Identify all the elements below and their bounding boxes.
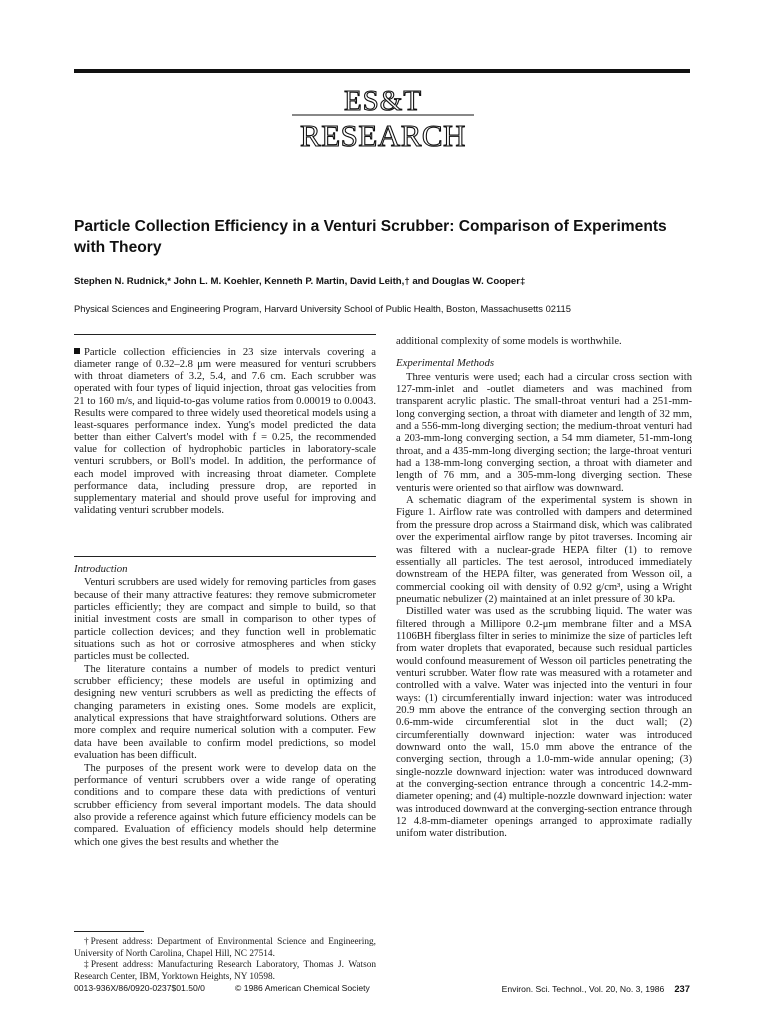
square-bullet-icon xyxy=(74,348,80,354)
footnote-2: ‡Present address: Manufacturing Research Laboratory, Thomas J. Watson Research Center, IBM, Yorktown Heights, NY 10598. xyxy=(74,960,376,982)
top-rule xyxy=(74,69,690,73)
introduction-heading: Introduction xyxy=(74,563,128,575)
page-number: 237 xyxy=(674,983,690,994)
methods-paragraph-2: A schematic diagram of the experimental system is shown in Figure 1. Airflow rate was controlled with dampers and determined from the pressure drop across a Stairmand disk, which was calibrated over the experimental airflow range by pitot traverses. Incoming air was filtered with a nuclear-grade HEPA filter (1) to remove essentially all particles. The test aerosol, introduced immediately downstream of the HEPA filter, was generated from Wesson oil, a commercial cooking oil with density of 0.92 g/cm³, using a Wright pneumatic nebulizer (2) maintained at an inlet pressure of 30 kPa. xyxy=(396,495,692,605)
journal-logo xyxy=(290,82,476,150)
est-research-logo-icon xyxy=(290,82,476,150)
abstract-top-rule xyxy=(74,334,376,335)
footnote-rule xyxy=(74,931,144,932)
intro-paragraph-1: Venturi scrubbers are used widely for removing particles from gases because of their many attractive features: they remove submicrometer particles efficiently; they are compact and simple to build, so that initial investment costs are small in comparison to other types of particle collection devices; and they function well in problematic situations such as hot or corrosive atmospheres and when sticky particles must be collected. xyxy=(74,577,376,663)
article-title: Particle Collection Efficiency in a Venturi Scrubber: Comparison of Experiments with Theory xyxy=(74,218,667,256)
footnotes xyxy=(74,937,376,983)
page-footer xyxy=(74,983,690,997)
right-column xyxy=(396,336,692,841)
logo-line-1: ES&T xyxy=(343,85,423,117)
footnote-1: †Present address: Department of Environmental Science and Engineering, University of North Carolina, Chapel Hill, NC 27514. xyxy=(74,937,376,959)
introduction-section xyxy=(74,563,376,849)
author-list: Stephen N. Rudnick,* John L. M. Koehler, Kenneth P. Martin, David Leith,† and Douglas W. Cooper‡ xyxy=(74,276,526,287)
intro-paragraph-3: The purposes of the present work were to develop data on the performance of venturi scrubbers over a wide range of operating conditions and to compare these data with predictions of venturi scrubber efficiency from several important models. The data should also provide a reference against which future efficiency models can be compared. Evaluation of efficiency models should help determine which one gives the best results and whether the xyxy=(74,762,376,848)
continued-text: additional complexity of some models is worthwhile. xyxy=(396,336,622,347)
abstract xyxy=(74,347,376,517)
methods-paragraph-1: Three venturis were used; each had a circular cross section with 127-mm-inlet and -outlet diameters and was machined from transparent acrylic plastic. The small-throat venturi had a 251-mm-long converging section, a throat with diameter and length of 32 mm, and a 556-mm-long diverging section; the medium-throat venturi had a 203-mm-long converging section, a 54 mm diameter, 51-mm-long throat, and a 435-mm-long diverging section; the large-throat venturi had a 138-mm-long converging section, a throat with diameter and length of 76 mm, and a 305-mm-long diverging section. These venturis were oriented so that airflow was downward. xyxy=(396,371,692,494)
abstract-text: Particle collection efficiencies in 23 size intervals covering a diameter range of 0.32–2.8 μm were measured for venturi scrubbers with throat diameters of 3.2, 5.4, and 7.6 cm. Each scrubber was operated with four types of liquid injection, throat gas velocities from 21 to 160 m/s, and liquid-to-gas volume ratios from 0.00019 to 0.0043. Results were compared to three widely used theoretical models using a least-squares performance index. Yung's model predicted the data better than either Calvert's model with f = 0.25, the recommended value for collection of hydrophobic particles in laboratory-scale venturi scrubbers, or Boll's model. In addition, the performance of each model improved with increasing throat diameter. Complete performance data, including pressure drop, are reported in supplementary material and should prove useful for improving and validating venturi scrubber models. xyxy=(74,347,376,517)
citation-text: Environ. Sci. Technol., Vol. 20, No. 3, 1986 xyxy=(501,984,665,994)
footer-citation xyxy=(502,983,690,994)
abstract-bottom-rule xyxy=(74,556,376,557)
methods-paragraph-3: Distilled water was used as the scrubbing liquid. The water was filtered through a Millipore 0.2-μm membrane filter and a MSA 1106BH fiberglass filter in series to minimize the size of particles left from water droplets that evaporated, because such residual particles would confound measurement of Wesson oil particles penetrating the venturi scrubber. Water flow rate was measured with a rotameter and controlled with a valve. Water was injected into the venturi in four ways: (1) circumferentially inward injection: water was introduced 20.9 mm above the entrance of the converging section through an 0.6-mm-wide circumferential slot in the duct wall; (2) circumferentially downward injection: water was introduced downward onto the wall, 15.0 mm above the entrance of the converging section, through a 1.0-mm-wide annular opening; (3) single-nozzle downward injection: water was introduced downward at the converging-section entrance through a concentric 14.2-mm-diameter opening; and (4) multiple-nozzle downward injection: water was introduced downward at the converging-section entrance through 12 4.8-mm-diameter openings arranged to approximate radially unifom water distribution. xyxy=(396,606,692,840)
logo-line-2: RESEARCH xyxy=(300,118,466,150)
footer-code: 0013-936X/86/0920-0237$01.50/0 xyxy=(74,983,205,993)
footer-copyright: © 1986 American Chemical Society xyxy=(235,983,370,993)
intro-paragraph-2: The literature contains a number of models to predict venturi scrubber efficiency; these models are useful in optimizing and designing new venturi scrubbers as well as predicting the effects of changing parameters in existing ones. Some models are explicit, analytical expressions that have straightforward solutions. Others are more complex and require numerical solution with a computer. Few data have been available to confirm model predictions, so model evaluation has been difficult. xyxy=(74,663,376,762)
affiliation: Physical Sciences and Engineering Program, Harvard University School of Public Health, Boston, Massachusetts 02115 xyxy=(74,303,571,314)
methods-heading: Experimental Methods xyxy=(396,357,495,370)
